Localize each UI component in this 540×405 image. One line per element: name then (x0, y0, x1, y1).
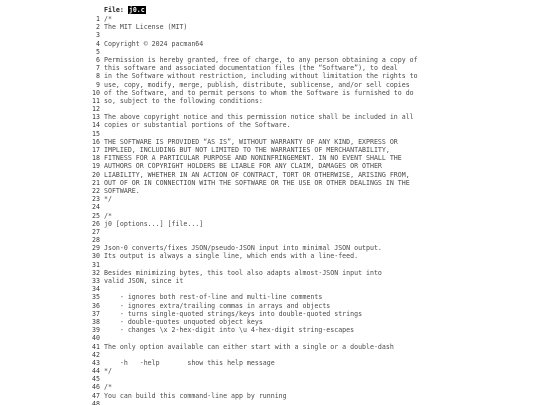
code-line (92, 212, 418, 220)
line-number: 22 (92, 186, 100, 195)
line-number: 33 (92, 277, 100, 285)
code-line (92, 269, 418, 277)
line-number: 47 (92, 391, 100, 400)
line-number: 37 (92, 309, 100, 318)
code-line (92, 15, 418, 23)
line-text: IMPLIED, INCLUDING BUT NOT LIMITED TO THE WARRANTIES OF MERCHANTABILITY, (104, 146, 390, 154)
line-text: The only option available can either start with a single or a double-dash (104, 342, 394, 351)
line-text: this software and associated documentation files (the “Software”), to deal (104, 64, 398, 73)
line-text: FITNESS FOR A PARTICULAR PURPOSE AND NONINFRINGEMENT. IN NO EVENT SHALL THE (104, 154, 402, 163)
line-number: 3 (96, 31, 100, 40)
line-text: /* (104, 211, 112, 220)
line-number: 2 (96, 23, 100, 32)
line-text: copies or substantial portions of the Software. (104, 121, 291, 130)
code-line (92, 72, 418, 80)
code-line (92, 318, 418, 326)
line-number: 40 (92, 334, 100, 343)
line-text: - ignores both rest-of-line and multi-line comments (104, 293, 323, 302)
line-number: 41 (92, 342, 100, 351)
code-line (92, 48, 418, 56)
line-number: 8 (96, 72, 100, 81)
code-line (92, 23, 418, 31)
line-text: */ (104, 367, 112, 376)
line-number: 19 (92, 162, 100, 171)
line-number: 21 (92, 178, 100, 187)
file-label: File: (104, 6, 124, 14)
code-line (92, 302, 418, 310)
line-number: 35 (92, 293, 100, 302)
line-number: 14 (92, 121, 100, 130)
code-line (92, 81, 418, 89)
code-line (92, 31, 418, 39)
line-text: -h -help show this help message (104, 358, 275, 367)
file-name[interactable]: j0.c (128, 6, 145, 14)
line-text: The above copyright notice and this permission notice shall be included in all (104, 113, 414, 122)
line-number: 16 (92, 137, 100, 146)
line-text: - turns single-quoted strings/keys into double-quoted strings (104, 309, 363, 318)
code-line (92, 130, 418, 138)
line-number: 20 (92, 170, 100, 179)
line-number: 6 (96, 55, 100, 64)
line-number: 48 (92, 399, 100, 405)
line-number: 29 (92, 244, 100, 253)
line-number: 13 (92, 113, 100, 122)
line-number: 11 (92, 96, 100, 105)
line-text: THE SOFTWARE IS PROVIDED “AS IS”, WITHOUT WARRANTY OF ANY KIND, EXPRESS OR (104, 137, 398, 146)
line-number: 34 (92, 285, 100, 294)
line-number: 46 (92, 383, 100, 392)
line-text: use, copy, modify, merge, publish, distribute, sublicense, and/or sell copies (104, 80, 410, 89)
code-line (92, 121, 418, 129)
code-line (92, 195, 418, 203)
line-number: 25 (92, 211, 100, 220)
line-number: 24 (92, 203, 100, 212)
code-line (92, 359, 418, 367)
code-line (92, 244, 418, 252)
line-text: - changes \x 2-hex-digit into \u 4-hex-digit string-escapes (104, 326, 355, 335)
line-number: 30 (92, 252, 100, 261)
code-line (92, 351, 418, 359)
code-line (92, 310, 418, 318)
code-line (92, 252, 418, 260)
line-number: 43 (92, 358, 100, 367)
line-number: 10 (92, 88, 100, 97)
code-line (92, 326, 418, 334)
line-number: 5 (96, 47, 100, 56)
code-line (92, 64, 418, 72)
line-number: 27 (92, 227, 100, 236)
line-number: 38 (92, 317, 100, 326)
code-line (92, 228, 418, 236)
line-text: so, subject to the following conditions: (104, 96, 263, 105)
code-line (92, 105, 418, 113)
line-text: The MIT License (MIT) (104, 23, 188, 32)
line-text: SOFTWARE. (104, 186, 140, 195)
line-text: - ignores extra/trailing commas in arrays and objects (104, 301, 331, 310)
code-line (92, 293, 418, 301)
code-line (92, 220, 418, 228)
line-text: */ (104, 195, 112, 204)
line-text: OUT OF OR IN CONNECTION WITH THE SOFTWARE OR THE USE OR OTHER DEALINGS IN THE (104, 178, 410, 187)
code-line (92, 203, 418, 211)
line-text: Permission is hereby granted, free of charge, to any person obtaining a copy of (104, 55, 418, 64)
code-line (92, 343, 418, 351)
line-text: - double-quotes unquoted object keys (104, 317, 263, 326)
code-line (92, 236, 418, 244)
line-number: 28 (92, 236, 100, 245)
line-text: in the Software without restriction, including without limitation the rights to (104, 72, 418, 81)
line-number: 31 (92, 260, 100, 269)
code-line (92, 56, 418, 64)
line-text: Besides minimizing bytes, this tool also adapts almost-JSON input into (104, 268, 382, 277)
line-number: 36 (92, 301, 100, 310)
code-line (92, 383, 418, 391)
line-number: 9 (96, 80, 100, 89)
line-number: 23 (92, 195, 100, 204)
line-number: 12 (92, 105, 100, 114)
line-number: 26 (92, 219, 100, 228)
code-line (92, 392, 418, 400)
line-number: 17 (92, 146, 100, 154)
code-line (92, 187, 418, 195)
line-number: 32 (92, 268, 100, 277)
code-line (92, 146, 418, 154)
code-listing (92, 15, 418, 405)
line-number: 45 (92, 375, 100, 384)
code-line (92, 179, 418, 187)
code-line (92, 89, 418, 97)
code-line (92, 261, 418, 269)
code-line (92, 162, 418, 170)
code-line (92, 40, 418, 48)
line-text: /* (104, 383, 112, 392)
line-text: Json-0 converts/fixes JSON/pseudo-JSON input into minimal JSON output. (104, 244, 382, 253)
code-line (92, 97, 418, 105)
code-line (92, 113, 418, 121)
line-number: 15 (92, 129, 100, 138)
code-line (92, 375, 418, 383)
line-number: 44 (92, 367, 100, 376)
line-number: 7 (96, 64, 100, 73)
line-text: Its output is always a single line, which ends with a line-feed. (104, 252, 359, 261)
line-text: You can build this command-line app by running (104, 391, 287, 400)
code-line (92, 285, 418, 293)
line-text: LIABILITY, WHETHER IN AN ACTION OF CONTRACT, TORT OR OTHERWISE, ARISING FROM, (104, 170, 410, 179)
line-number: 42 (92, 350, 100, 359)
line-text: j0 [options...] [file...] (104, 219, 204, 228)
line-text: Copyright © 2024 pacman64 (104, 39, 204, 48)
code-line (92, 138, 418, 146)
line-text: valid JSON, since it (104, 277, 184, 285)
line-text: of the Software, and to permit persons to whom the Software is furnished to do (104, 88, 414, 97)
line-text: AUTHORS OR COPYRIGHT HOLDERS BE LIABLE FOR ANY CLAIM, DAMAGES OR OTHER (104, 162, 382, 171)
line-number: 4 (96, 39, 100, 48)
line-number: 18 (92, 154, 100, 163)
code-line (92, 400, 418, 405)
code-line (92, 334, 418, 342)
code-line (92, 277, 418, 285)
line-number: 1 (96, 15, 100, 23)
line-number: 39 (92, 326, 100, 335)
line-text: /* (104, 15, 112, 23)
code-line (92, 367, 418, 375)
code-line (92, 154, 418, 162)
file-header (104, 6, 146, 15)
code-line (92, 171, 418, 179)
